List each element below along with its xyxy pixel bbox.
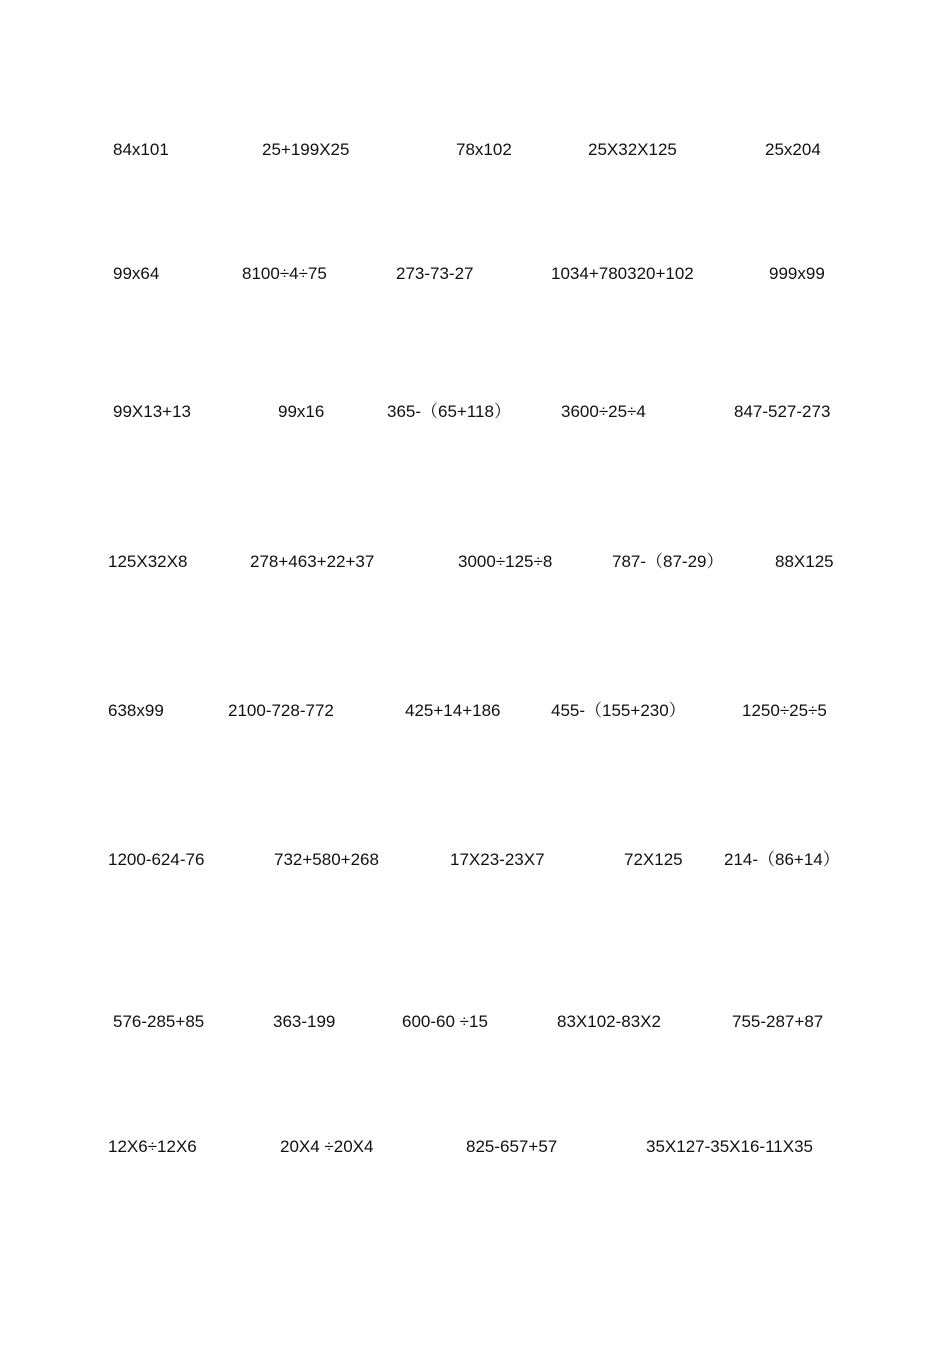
problem-4-3: 3000÷125÷8 [458,552,553,571]
problem-6-1: 1200-624-76 [108,850,205,869]
problem-5-4: 455-（155+230） [551,701,686,720]
problem-row-1 [0,139,950,163]
problem-2-1: 99x64 [113,264,160,283]
problem-3-3: 365-（65+118） [387,402,511,421]
problem-5-3: 425+14+186 [405,701,501,720]
problem-1-2: 25+199X25 [262,140,350,159]
problem-row-7 [0,1011,950,1035]
problem-7-2: 363-199 [273,1012,336,1031]
problem-row-8 [0,1136,950,1160]
problem-2-3: 273-73-27 [396,264,474,283]
problem-5-1: 638x99 [108,701,164,720]
problem-row-5 [0,700,950,724]
problem-row-2 [0,263,950,287]
problem-8-1: 12X6÷12X6 [108,1137,197,1156]
problem-6-5: 214-（86+14） [724,850,840,869]
problem-7-1: 576-285+85 [113,1012,205,1031]
problem-3-5: 847-527-273 [734,402,831,421]
problem-7-4: 83X102-83X2 [557,1012,661,1031]
problem-4-2: 278+463+22+37 [250,552,375,571]
problem-1-5: 25x204 [765,140,821,159]
problem-1-1: 84x101 [113,140,169,159]
problem-2-2: 8100÷4÷75 [242,264,327,283]
problem-4-4: 787-（87-29） [612,552,724,571]
problem-row-6 [0,849,950,873]
problem-5-5: 1250÷25÷5 [742,701,827,720]
problem-8-2: 20X4 ÷20X4 [280,1137,374,1156]
problem-row-4 [0,551,950,575]
problem-8-3: 825-657+57 [466,1137,558,1156]
problem-8-4: 35X127-35X16-11X35 [646,1137,813,1156]
problem-7-3: 600-60 ÷15 [402,1012,488,1031]
problem-7-5: 755-287+87 [732,1012,824,1031]
problem-row-3 [0,401,950,425]
problem-5-2: 2100-728-772 [228,701,334,720]
problem-3-2: 99x16 [278,402,325,421]
problem-4-5: 88X125 [775,552,834,571]
problem-4-1: 125X32X8 [108,552,188,571]
problem-2-5: 999x99 [769,264,825,283]
problem-3-1: 99X13+13 [113,402,191,421]
problem-1-4: 25X32X125 [588,140,677,159]
problem-6-4: 72X125 [624,850,683,869]
problem-6-3: 17X23-23X7 [450,850,545,869]
problem-1-3: 78x102 [456,140,512,159]
problem-6-2: 732+580+268 [274,850,379,869]
problem-3-4: 3600÷25÷4 [561,402,646,421]
problem-2-4: 1034+780320+102 [551,264,694,283]
